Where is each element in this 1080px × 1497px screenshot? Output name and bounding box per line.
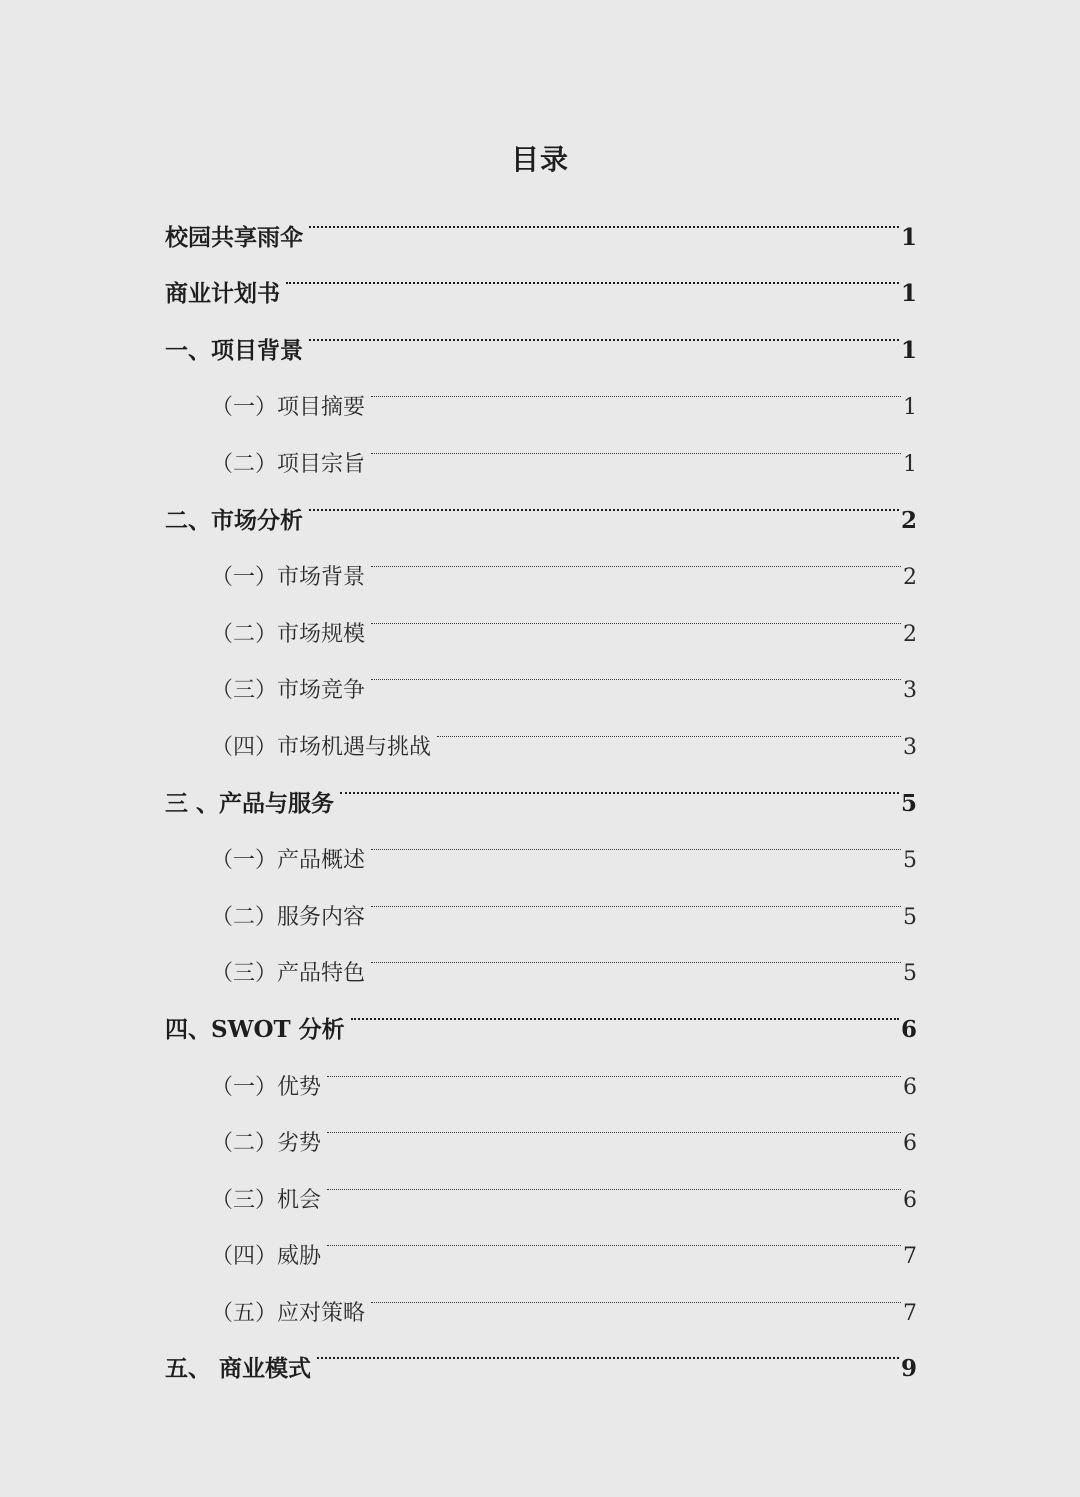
- toc-dot-leader: [371, 1263, 901, 1320]
- toc-dot-leader: [327, 1037, 901, 1094]
- toc-entry-label: （二）劣势: [211, 1131, 322, 1157]
- toc-entry-label: 一、项目背景: [165, 336, 303, 364]
- toc-dot-leader: [371, 584, 901, 641]
- toc-page-number: 6: [900, 1015, 917, 1043]
- toc-entry-label: 商业计划书: [165, 280, 280, 308]
- toc-entry-label: 校园共享雨伞: [165, 223, 303, 251]
- toc-dot-leader: [371, 528, 901, 585]
- toc-dot-leader: [309, 301, 899, 358]
- toc-entry-label: （三）机会: [211, 1187, 322, 1213]
- toc-dot-leader: [327, 1207, 901, 1264]
- toc-entry-label: （四）威胁: [211, 1244, 322, 1270]
- toc-entry-label: （五）应对策略: [211, 1300, 366, 1326]
- toc-page-number: 3: [903, 734, 917, 760]
- toc-page-number: 7: [903, 1300, 917, 1326]
- toc-dot-leader: [437, 697, 901, 754]
- toc-dot-leader: [327, 1150, 901, 1207]
- toc-entry-label: （四）市场机遇与挑战: [211, 734, 432, 760]
- toc-dot-leader: [371, 358, 901, 415]
- toc-entry[interactable]: [165, 188, 917, 251]
- toc-page-number: 1: [900, 280, 917, 308]
- toc-dot-leader: [371, 867, 901, 924]
- toc-dot-leader: [309, 188, 899, 245]
- toc-entry-label: 二、市场分析: [165, 506, 303, 534]
- toc-entry-label: 四、SWOT 分析: [165, 1015, 345, 1043]
- toc-dot-leader: [317, 1320, 899, 1377]
- toc-entry-label: （三）产品特色: [211, 961, 366, 987]
- toc-page-number: 7: [903, 1244, 917, 1270]
- toc-page-number: 6: [903, 1074, 917, 1100]
- toc-page-number: 1: [903, 451, 917, 477]
- toc-dot-leader: [286, 245, 899, 302]
- toc-page-number: 1: [903, 395, 917, 421]
- toc-page-number: 1: [900, 336, 917, 364]
- toc-page-number: 5: [903, 961, 917, 987]
- toc-page-number: 5: [903, 848, 917, 874]
- toc-entry-label: 五、 商业模式: [165, 1355, 312, 1383]
- toc-page-number: 5: [900, 789, 917, 817]
- toc-dot-leader: [340, 754, 899, 811]
- toc-page-number: 2: [903, 621, 917, 647]
- toc-title: 目录: [510, 143, 569, 176]
- table-of-contents: [165, 188, 917, 1383]
- toc-dot-leader: [351, 980, 899, 1037]
- toc-page-number: 9: [900, 1355, 917, 1383]
- toc-entry-label: 三 、产品与服务: [165, 789, 335, 817]
- toc-page-number: 6: [903, 1187, 917, 1213]
- toc-entry-label: （一）市场背景: [211, 565, 366, 591]
- toc-page-number: 6: [903, 1131, 917, 1157]
- toc-dot-leader: [371, 414, 901, 471]
- toc-dot-leader: [309, 471, 899, 528]
- toc-dot-leader: [327, 1094, 901, 1151]
- toc-entry-label: （二）服务内容: [211, 904, 366, 930]
- toc-entry-label: （三）市场竞争: [211, 678, 366, 704]
- toc-dot-leader: [371, 641, 901, 698]
- toc-page-number: 3: [903, 678, 917, 704]
- toc-page-number: 1: [900, 223, 917, 251]
- toc-dot-leader: [371, 924, 901, 981]
- toc-dot-leader: [371, 811, 901, 868]
- toc-entry-label: （一）产品概述: [211, 848, 366, 874]
- toc-page-number: 2: [903, 565, 917, 591]
- toc-entry-label: （二）市场规模: [211, 621, 366, 647]
- toc-entry-label: （一）项目摘要: [211, 395, 366, 421]
- toc-page-number: 2: [900, 506, 917, 534]
- toc-entry-label: （二）项目宗旨: [211, 451, 366, 477]
- toc-page-number: 5: [903, 904, 917, 930]
- toc-entry-label: （一）优势: [211, 1074, 322, 1100]
